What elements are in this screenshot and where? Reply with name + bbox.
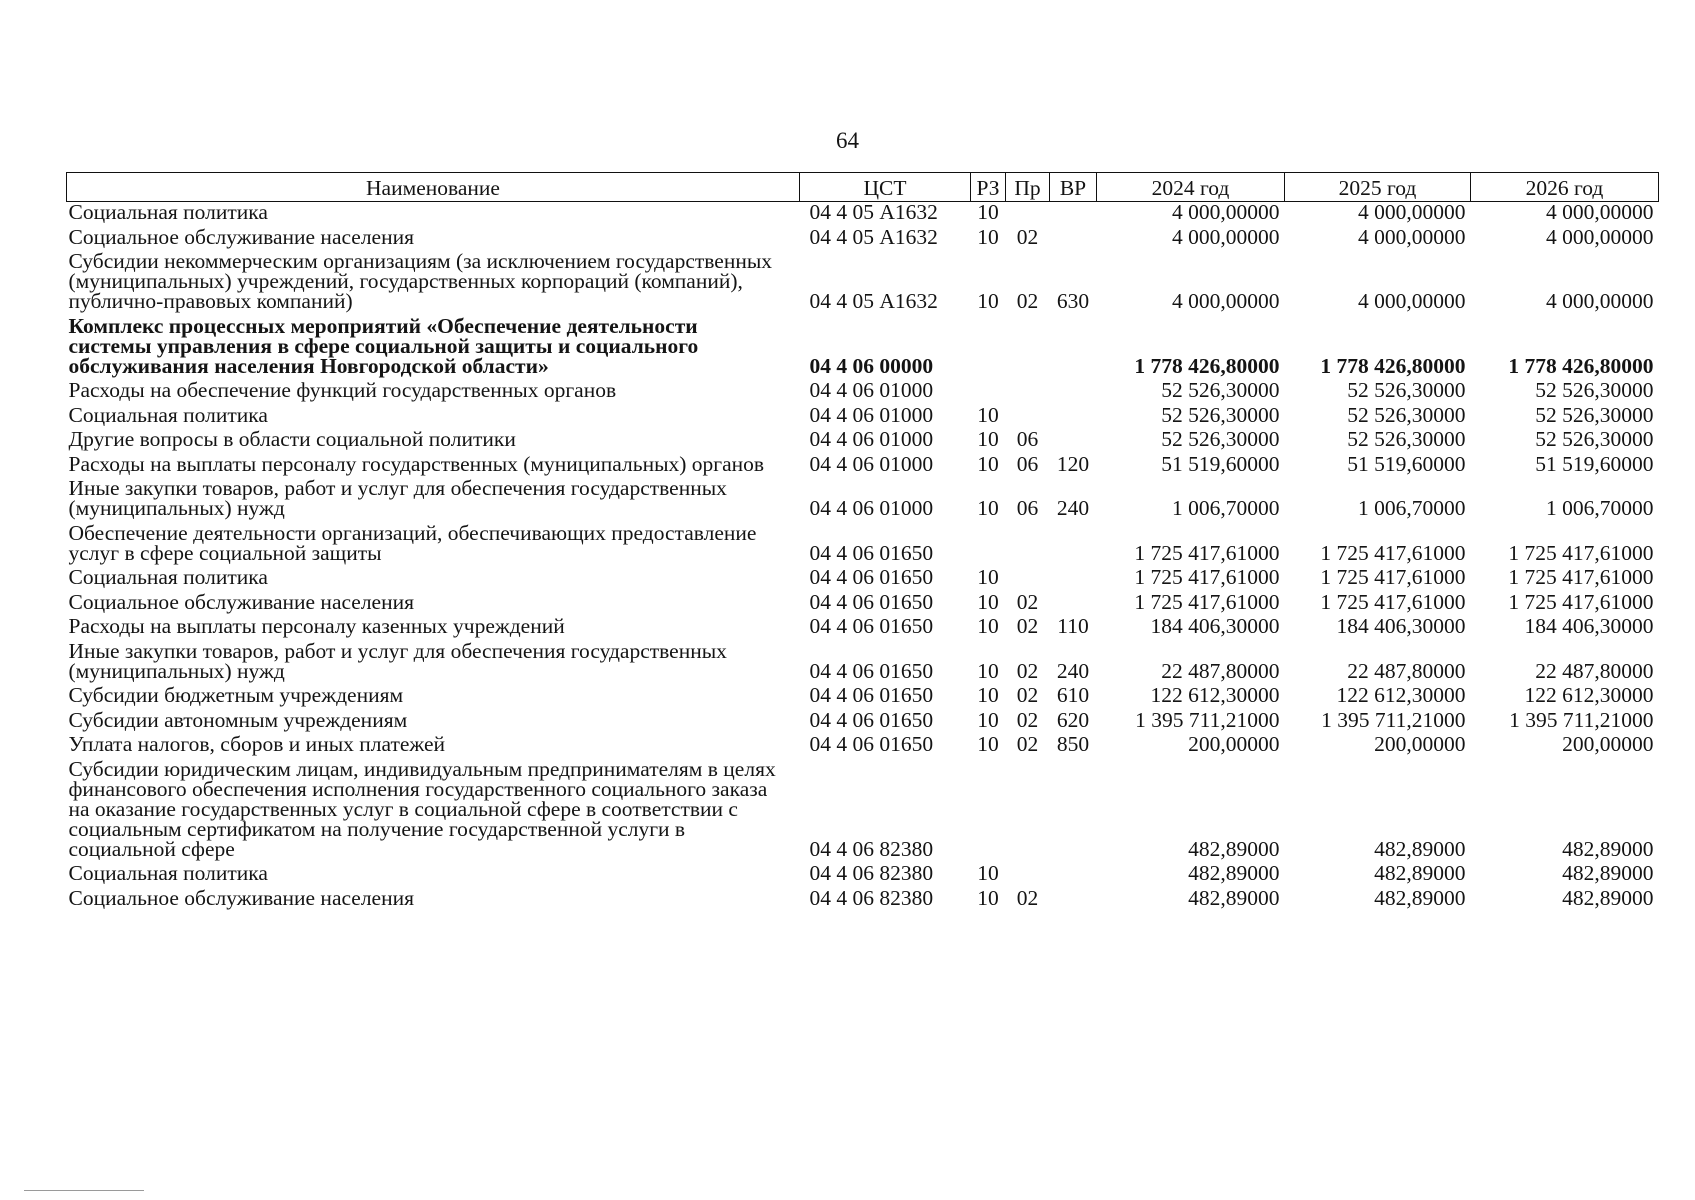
row-rz: 10 <box>977 565 999 589</box>
row-amount-2025: 482,89000 <box>1374 861 1466 885</box>
row-amount-2024: 52 526,30000 <box>1161 402 1280 427</box>
table-row <box>67 202 1659 227</box>
row-amount-2024: 1 725 417,61000 <box>1134 565 1280 589</box>
row-name: Субсидии бюджетным учреждениям <box>68 683 404 707</box>
row-rz: 10 <box>977 496 999 520</box>
row-amount-2024: 22 487,80000 <box>1161 658 1280 683</box>
row-amount-2026: 4 000,00000 <box>1546 289 1654 313</box>
row-rz: 10 <box>977 224 999 249</box>
row-amount-2026: 4 000,00000 <box>1546 200 1654 224</box>
row-amount-2026: 4 000,00000 <box>1546 224 1654 249</box>
row-cst: 04 4 06 01000 <box>809 496 934 520</box>
row-amount-2025: 1 395 711,21000 <box>1321 707 1466 732</box>
row-amount-2025: 1 725 417,61000 <box>1320 540 1466 565</box>
header-name: Наименование <box>67 173 800 202</box>
row-name: Социальное обслуживание населения <box>68 885 415 910</box>
row-rz: 10 <box>977 589 999 614</box>
row-amount-2024: 1 006,70000 <box>1172 496 1280 520</box>
row-vr <box>1050 380 1097 405</box>
row-amount-2024: 1 395 711,21000 <box>1135 707 1280 732</box>
header-row <box>67 173 1659 202</box>
row-amount-2026: 52 526,30000 <box>1535 427 1654 451</box>
row-amount-2026: 1 725 417,61000 <box>1508 589 1654 614</box>
row-amount-2025: 184 406,30000 <box>1336 614 1466 638</box>
row-rz: 10 <box>977 732 999 756</box>
row-vr <box>1050 863 1097 888</box>
row-pr: 02 <box>1016 289 1039 313</box>
row-pr <box>1006 405 1050 430</box>
row-vr <box>1050 227 1097 252</box>
row-pr <box>1006 863 1050 888</box>
row-name: Иные закупки товаров, работ и услуг для обеспечения государственных (муниципальных) нужд <box>68 638 727 683</box>
row-amount-2025: 52 526,30000 <box>1347 427 1466 451</box>
row-cst: 04 4 06 01650 <box>809 565 934 589</box>
table-row <box>67 592 1659 617</box>
row-name: Расходы на выплаты персоналу государственных (муниципальных) органов <box>68 451 765 476</box>
scan-divider <box>24 1190 144 1191</box>
row-amount-2024: 52 526,30000 <box>1161 427 1280 451</box>
row-vr <box>1050 316 1097 381</box>
row-amount-2024: 4 000,00000 <box>1172 289 1280 313</box>
header-rz: РЗ <box>971 173 1006 202</box>
row-amount-2026: 52 526,30000 <box>1535 378 1654 402</box>
table-row <box>67 251 1659 316</box>
header-year-2024: 2024 год <box>1097 173 1285 202</box>
row-rz: 10 <box>977 200 999 224</box>
row-name: Обеспечение деятельности организаций, обеспечивающих предоставление услуг в сфере социальной защиты <box>68 520 757 565</box>
row-rz: 10 <box>977 451 999 476</box>
row-cst: 04 4 06 01650 <box>809 683 934 707</box>
row-amount-2024: 482,89000 <box>1188 836 1280 861</box>
row-vr <box>1050 567 1097 592</box>
table-row <box>67 405 1659 430</box>
row-amount-2025: 51 519,60000 <box>1347 451 1466 476</box>
row-vr <box>1050 759 1097 864</box>
row-amount-2026: 52 526,30000 <box>1535 402 1654 427</box>
row-amount-2024: 1 725 417,61000 <box>1134 589 1280 614</box>
header-pr: Пр <box>1006 173 1050 202</box>
row-vr <box>1050 592 1097 617</box>
row-rz <box>971 380 1006 405</box>
row-cst: 04 4 06 01650 <box>809 658 934 683</box>
row-cst: 04 4 05 А1632 <box>809 200 938 224</box>
row-name: Социальное обслуживание населения <box>68 224 415 249</box>
row-cst: 04 4 06 82380 <box>809 885 934 910</box>
row-amount-2025: 4 000,00000 <box>1358 200 1466 224</box>
row-cst: 04 4 06 01650 <box>809 589 934 614</box>
row-amount-2025: 1 778 426,80000 <box>1320 353 1466 378</box>
row-amount-2025: 200,00000 <box>1374 732 1466 756</box>
row-amount-2026: 1 006,70000 <box>1546 496 1654 520</box>
row-vr: 240 <box>1056 496 1090 520</box>
row-amount-2024: 1 725 417,61000 <box>1134 540 1280 565</box>
row-cst: 04 4 05 А1632 <box>809 289 938 313</box>
row-cst: 04 4 06 01650 <box>809 732 934 756</box>
row-amount-2025: 482,89000 <box>1374 885 1466 910</box>
row-cst: 04 4 06 82380 <box>809 836 934 861</box>
row-vr: 120 <box>1056 451 1090 476</box>
row-cst: 04 4 06 82380 <box>809 861 934 885</box>
table-row <box>67 316 1659 381</box>
row-name: Расходы на выплаты персоналу казенных учреждений <box>68 614 565 638</box>
row-cst: 04 4 06 01000 <box>809 427 934 451</box>
table-row <box>67 685 1659 710</box>
row-rz: 10 <box>977 402 999 427</box>
row-rz: 10 <box>977 427 999 451</box>
row-pr <box>1006 759 1050 864</box>
row-rz: 10 <box>977 707 999 732</box>
row-pr: 02 <box>1016 732 1039 756</box>
row-rz: 10 <box>977 658 999 683</box>
row-name: Субсидии некоммерческим организациям (за исключением государственных (муниципальных) учреждений, государственных корпораций (компаний), публично-правовых компаний) <box>68 249 773 313</box>
row-pr: 06 <box>1016 427 1039 451</box>
row-cst: 04 4 06 01650 <box>809 540 934 565</box>
row-name: Социальное обслуживание населения <box>68 589 415 614</box>
row-vr <box>1050 202 1097 227</box>
row-vr: 620 <box>1056 707 1090 732</box>
row-vr <box>1050 523 1097 568</box>
row-amount-2026: 482,89000 <box>1562 836 1654 861</box>
row-rz: 10 <box>977 614 999 638</box>
table-row <box>67 863 1659 888</box>
row-amount-2024: 4 000,00000 <box>1172 224 1280 249</box>
row-pr: 02 <box>1016 589 1039 614</box>
row-amount-2024: 51 519,60000 <box>1161 451 1280 476</box>
row-name: Расходы на обеспечение функций государственных органов <box>68 378 617 402</box>
row-amount-2026: 1 725 417,61000 <box>1508 540 1654 565</box>
row-amount-2025: 1 006,70000 <box>1358 496 1466 520</box>
row-amount-2025: 122 612,30000 <box>1336 683 1466 707</box>
row-rz: 10 <box>977 289 999 313</box>
table-row <box>67 380 1659 405</box>
row-pr: 02 <box>1016 707 1039 732</box>
row-amount-2026: 122 612,30000 <box>1524 683 1654 707</box>
row-vr: 240 <box>1056 658 1090 683</box>
row-amount-2026: 1 778 426,80000 <box>1508 353 1654 378</box>
row-amount-2026: 200,00000 <box>1562 732 1654 756</box>
row-name: Социальная политика <box>68 565 268 589</box>
row-amount-2025: 1 725 417,61000 <box>1320 565 1466 589</box>
row-cst: 04 4 06 01000 <box>809 402 934 427</box>
row-amount-2025: 52 526,30000 <box>1347 402 1466 427</box>
row-pr <box>1006 567 1050 592</box>
table-row <box>67 478 1659 523</box>
row-cst: 04 4 06 01000 <box>809 378 934 402</box>
row-amount-2026: 22 487,80000 <box>1535 658 1654 683</box>
row-pr: 02 <box>1016 885 1039 910</box>
row-name: Другие вопросы в области социальной политики <box>68 427 516 451</box>
row-rz: 10 <box>977 861 999 885</box>
row-pr <box>1006 316 1050 381</box>
row-pr: 02 <box>1016 614 1039 638</box>
row-rz: 10 <box>977 885 999 910</box>
row-rz <box>971 759 1006 864</box>
row-pr: 02 <box>1016 683 1039 707</box>
table-row <box>67 454 1659 479</box>
row-vr <box>1050 888 1097 913</box>
table-row <box>67 523 1659 568</box>
table-row <box>67 641 1659 686</box>
table-row <box>67 710 1659 735</box>
row-pr: 06 <box>1016 451 1039 476</box>
row-amount-2024: 184 406,30000 <box>1150 614 1280 638</box>
row-vr: 850 <box>1056 732 1090 756</box>
row-pr <box>1006 380 1050 405</box>
table-row <box>67 888 1659 913</box>
row-pr <box>1006 523 1050 568</box>
row-name: Субсидии автономным учреждениям <box>68 707 408 732</box>
table-row <box>67 567 1659 592</box>
row-pr: 06 <box>1016 496 1039 520</box>
row-name: Комплекс процессных мероприятий «Обеспечение деятельности системы управления в сфере социальной защиты и социального обслуживания населения Новгородской области» <box>68 313 699 378</box>
table-header <box>67 173 1659 202</box>
row-name: Социальная политика <box>68 402 268 427</box>
header-year-2026: 2026 год <box>1471 173 1659 202</box>
row-amount-2026: 51 519,60000 <box>1535 451 1654 476</box>
table-row <box>67 759 1659 864</box>
row-amount-2024: 4 000,00000 <box>1172 200 1280 224</box>
row-rz <box>971 523 1006 568</box>
header-year-2025: 2025 год <box>1285 173 1471 202</box>
row-name: Иные закупки товаров, работ и услуг для обеспечения государственных (муниципальных) нужд <box>68 476 727 520</box>
row-amount-2025: 4 000,00000 <box>1358 289 1466 313</box>
row-vr: 610 <box>1056 683 1090 707</box>
row-rz <box>971 316 1006 381</box>
row-name: Уплата налогов, сборов и иных платежей <box>68 732 446 756</box>
row-cst: 04 4 06 01650 <box>809 614 934 638</box>
row-amount-2026: 1 725 417,61000 <box>1508 565 1654 589</box>
row-name: Социальная политика <box>68 861 268 885</box>
row-vr <box>1050 405 1097 430</box>
row-pr: 02 <box>1016 658 1039 683</box>
row-name: Субсидии юридическим лицам, индивидуальным предпринимателям в целях финансового обеспечения исполнения государственного социального заказа на оказание государственных услуг в социальной сфере в соответствии с социальным сертификатом на получение государственной услуги в социальной сфере <box>68 756 776 861</box>
row-vr <box>1050 429 1097 454</box>
header-cst: ЦСТ <box>800 173 971 202</box>
row-amount-2026: 482,89000 <box>1562 861 1654 885</box>
row-amount-2025: 1 725 417,61000 <box>1320 589 1466 614</box>
row-amount-2024: 482,89000 <box>1188 861 1280 885</box>
row-amount-2026: 184 406,30000 <box>1524 614 1654 638</box>
row-amount-2025: 4 000,00000 <box>1358 224 1466 249</box>
row-amount-2025: 482,89000 <box>1374 836 1466 861</box>
row-amount-2025: 52 526,30000 <box>1347 378 1466 402</box>
row-pr: 02 <box>1016 224 1039 249</box>
row-amount-2024: 122 612,30000 <box>1150 683 1280 707</box>
budget-table <box>66 172 1659 912</box>
page-number: 64 <box>836 128 859 153</box>
table-row <box>67 734 1659 759</box>
row-amount-2025: 22 487,80000 <box>1347 658 1466 683</box>
row-name: Социальная политика <box>68 200 268 224</box>
row-amount-2024: 1 778 426,80000 <box>1134 353 1280 378</box>
row-vr: 110 <box>1057 614 1089 638</box>
table-row <box>67 227 1659 252</box>
row-amount-2026: 482,89000 <box>1562 885 1654 910</box>
row-amount-2024: 482,89000 <box>1188 885 1280 910</box>
row-rz: 10 <box>977 683 999 707</box>
row-cst: 04 4 06 00000 <box>809 353 934 378</box>
row-vr: 630 <box>1056 289 1090 313</box>
row-cst: 04 4 06 01000 <box>809 451 934 476</box>
row-amount-2026: 1 395 711,21000 <box>1509 707 1654 732</box>
header-vr: ВР <box>1050 173 1097 202</box>
table-row <box>67 429 1659 454</box>
row-amount-2024: 200,00000 <box>1188 732 1280 756</box>
row-pr <box>1006 202 1050 227</box>
row-cst: 04 4 06 01650 <box>809 707 934 732</box>
table-body <box>67 202 1659 913</box>
row-cst: 04 4 05 А1632 <box>809 224 938 249</box>
row-amount-2024: 52 526,30000 <box>1161 378 1280 402</box>
table-row <box>67 616 1659 641</box>
